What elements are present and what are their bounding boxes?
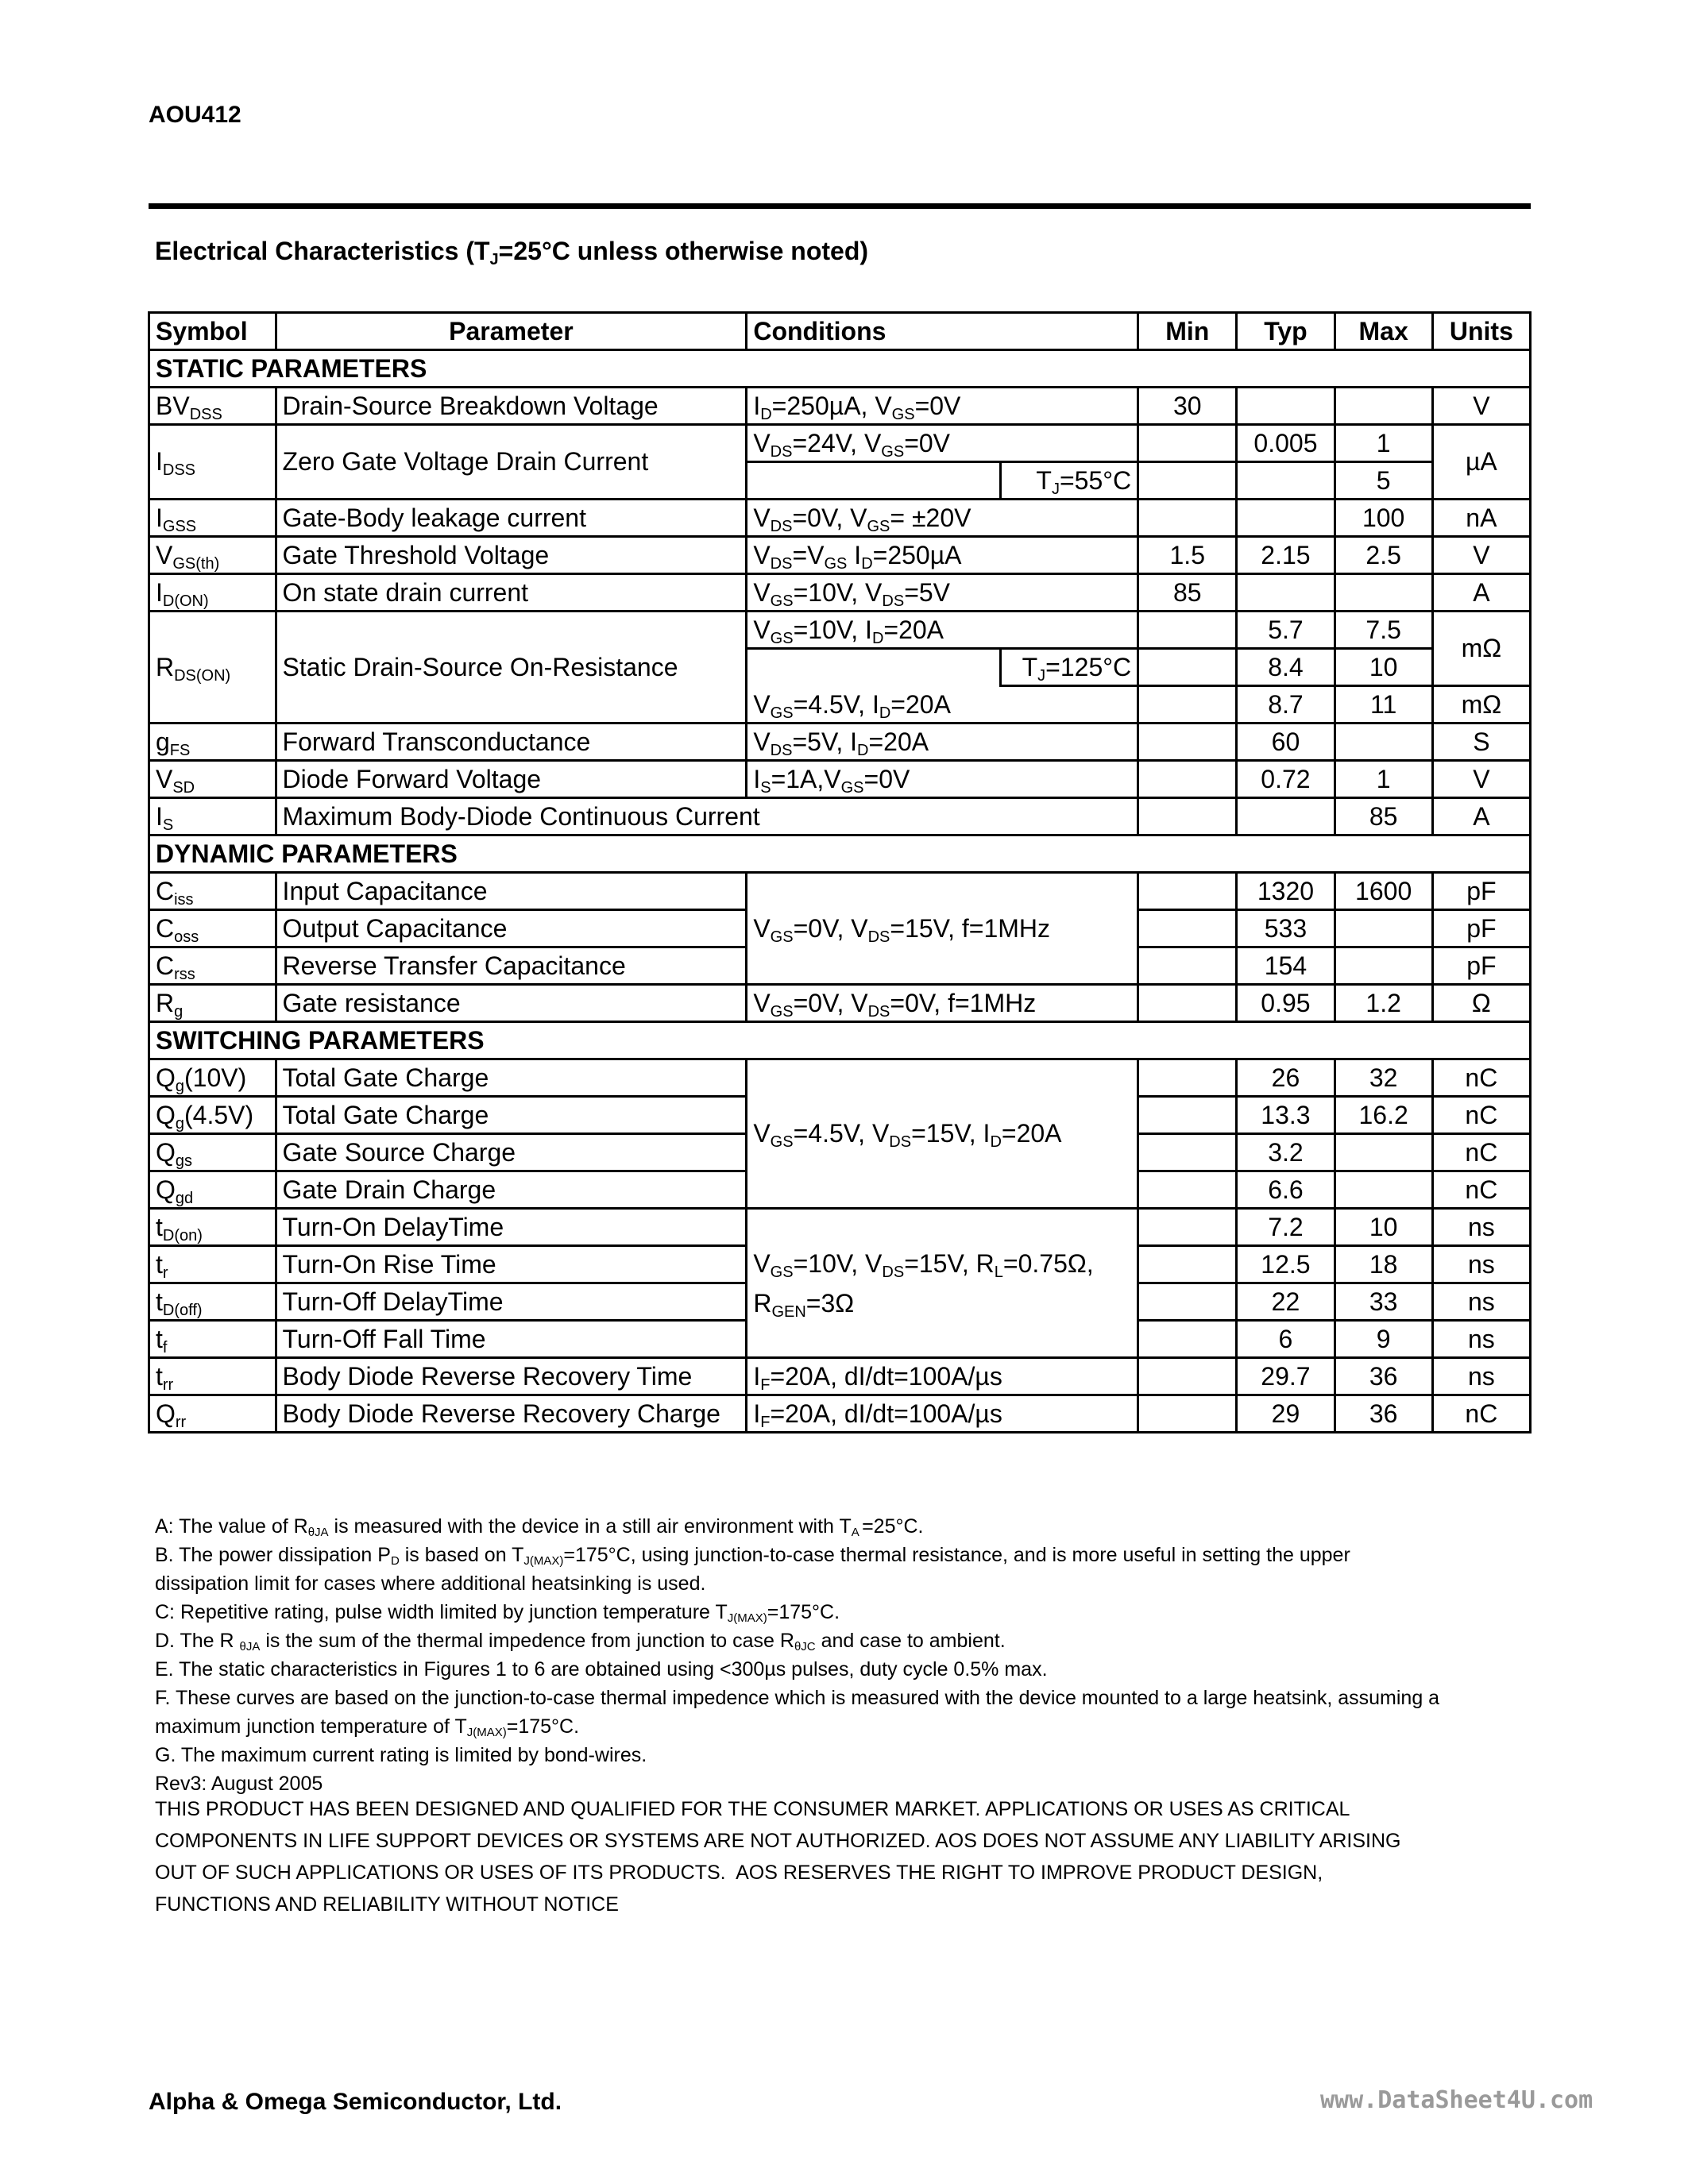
col-units: Units bbox=[1432, 313, 1530, 350]
min-cell bbox=[1138, 947, 1237, 985]
min-cell bbox=[1138, 723, 1237, 761]
units-cell: ns bbox=[1432, 1321, 1530, 1358]
max-cell bbox=[1335, 388, 1432, 425]
typ-cell: 12.5 bbox=[1237, 1246, 1335, 1283]
col-max: Max bbox=[1335, 313, 1432, 350]
min-cell bbox=[1138, 1209, 1237, 1246]
parameter-cell: Output Capacitance bbox=[276, 910, 747, 947]
typ-cell: 1320 bbox=[1237, 873, 1335, 910]
watermark: www.DataSheet4U.com bbox=[1320, 2086, 1593, 2114]
parameter-cell: Total Gate Charge bbox=[276, 1059, 747, 1097]
units-cell: nC bbox=[1432, 1395, 1530, 1433]
max-cell: 18 bbox=[1335, 1246, 1432, 1283]
max-cell: 9 bbox=[1335, 1321, 1432, 1358]
max-cell bbox=[1335, 723, 1432, 761]
typ-cell: 26 bbox=[1237, 1059, 1335, 1097]
condition-cell: $V_{GS}=0V$, $V_{DS}=15V$, f=1MHz bbox=[747, 873, 1138, 985]
units-cell: µA bbox=[1432, 425, 1530, 500]
max-cell bbox=[1335, 947, 1432, 985]
symbol-cell: $I_{DSS}$ bbox=[149, 425, 276, 500]
max-cell: 85 bbox=[1335, 798, 1432, 835]
col-typ: Typ bbox=[1237, 313, 1335, 350]
typ-cell: 0.95 bbox=[1237, 985, 1335, 1022]
typ-cell: 6 bbox=[1237, 1321, 1335, 1358]
symbol-cell: $C_{iss}$ bbox=[149, 873, 276, 910]
condition-cell: $V_{GS}=10V$, $V_{DS}=15V$, $R_L=0.75\Omega$, $R_{GEN}=3\Omega$ bbox=[747, 1209, 1138, 1358]
parameter-cell: Drain-Source Breakdown Voltage bbox=[276, 388, 747, 425]
condition-cell: $V_{DS}=24V$, $V_{GS}=0V$ bbox=[747, 425, 1138, 462]
parameter-cell: On state drain current bbox=[276, 574, 747, 612]
condition-cell: $V_{DS}=0V$, $V_{GS}= \pm 20V$ bbox=[747, 500, 1138, 537]
parameter-cell: Gate Source Charge bbox=[276, 1134, 747, 1171]
parameter-cell: Turn-On Rise Time bbox=[276, 1246, 747, 1283]
condition-cell: $V_{GS}=4.5V$, $I_D=20A$ bbox=[747, 686, 1138, 723]
condition-cell: $V_{GS}=4.5V$, $V_{DS}=15V$, $I_D=20A$ bbox=[747, 1059, 1138, 1209]
typ-cell: 3.2 bbox=[1237, 1134, 1335, 1171]
typ-cell: 6.6 bbox=[1237, 1171, 1335, 1209]
units-cell: pF bbox=[1432, 947, 1530, 985]
units-cell: nC bbox=[1432, 1097, 1530, 1134]
typ-cell: 7.2 bbox=[1237, 1209, 1335, 1246]
table-row bbox=[149, 1209, 1531, 1246]
table-row bbox=[149, 574, 1531, 612]
header-rule bbox=[149, 203, 1531, 209]
min-cell bbox=[1138, 612, 1237, 649]
parameter-cell: Maximum Body-Diode Continuous Current bbox=[276, 798, 1138, 835]
revision: Rev3: August 2005 bbox=[155, 1773, 323, 1795]
symbol-cell: $C_{rss}$ bbox=[149, 947, 276, 985]
min-cell bbox=[1138, 1321, 1237, 1358]
typ-cell bbox=[1237, 462, 1335, 500]
min-cell bbox=[1138, 1395, 1237, 1433]
note-b: B. The power dissipation $P_D$ is based on $T_{J(MAX)}=175^\circ C$, using junction-to-case thermal resistance, and is more useful in setting the upper bbox=[155, 1544, 1350, 1568]
parameter-cell: Gate-Body leakage current bbox=[276, 500, 747, 537]
max-cell: 10 bbox=[1335, 1209, 1432, 1246]
note-c: C: Repetitive rating, pulse width limited by junction temperature $T_{J(MAX)}=175^\circ C$. bbox=[155, 1601, 840, 1625]
symbol-cell: $R_g$ bbox=[149, 985, 276, 1022]
max-cell: 100 bbox=[1335, 500, 1432, 537]
condition-cell: $V_{GS}=0V$, $V_{DS}=0V$, f=1MHz bbox=[747, 985, 1138, 1022]
units-cell: V bbox=[1432, 537, 1530, 574]
symbol-cell: $R_{DS(ON)}$ bbox=[149, 612, 276, 723]
max-cell: 10 bbox=[1335, 649, 1432, 686]
note-g: G. The maximum current rating is limited by bond-wires. bbox=[155, 1744, 647, 1766]
col-min: Min bbox=[1138, 313, 1237, 350]
typ-cell: 29.7 bbox=[1237, 1358, 1335, 1395]
disclaimer-line: FUNCTIONS AND RELIABILITY WITHOUT NOTICE bbox=[155, 1893, 619, 1916]
units-cell: ns bbox=[1432, 1246, 1530, 1283]
tj-condition-cell: $T_J=125^\circ C$ bbox=[1001, 649, 1138, 686]
typ-cell: 154 bbox=[1237, 947, 1335, 985]
col-symbol: Symbol bbox=[149, 313, 276, 350]
parameter-cell: Gate Drain Charge bbox=[276, 1171, 747, 1209]
max-cell: 1 bbox=[1335, 761, 1432, 798]
condition-cell: $V_{DS}=5V$, $I_D=20A$ bbox=[747, 723, 1138, 761]
table-row bbox=[149, 425, 1531, 462]
condition-cell: $I_F=20A$, dI/dt=100A/µs bbox=[747, 1358, 1138, 1395]
section-title: Electrical Characteristics ($T_J=25^\circ C$ unless otherwise noted) bbox=[155, 237, 869, 268]
note-a: A: The value of $R_{\theta JA}$ is measured with the device in a still air environment with $T_A =25^\circ C$. bbox=[155, 1515, 924, 1539]
min-cell bbox=[1138, 649, 1237, 686]
parameter-cell: Zero Gate Voltage Drain Current bbox=[276, 425, 747, 500]
section-row bbox=[149, 1022, 1531, 1059]
parameter-cell: Body Diode Reverse Recovery Charge bbox=[276, 1395, 747, 1433]
section-dynamic: DYNAMIC PARAMETERS bbox=[149, 835, 1531, 873]
section-row bbox=[149, 350, 1531, 388]
min-cell bbox=[1138, 1171, 1237, 1209]
units-cell: V bbox=[1432, 761, 1530, 798]
parameter-cell: Total Gate Charge bbox=[276, 1097, 747, 1134]
table-row bbox=[149, 537, 1531, 574]
section-row bbox=[149, 835, 1531, 873]
disclaimer-line: OUT OF SUCH APPLICATIONS OR USES OF ITS PRODUCTS. AOS RESERVES THE RIGHT TO IMPROVE PRODUCT DESIGN, bbox=[155, 1862, 1323, 1884]
parameter-cell: Body Diode Reverse Recovery Time bbox=[276, 1358, 747, 1395]
max-cell: 5 bbox=[1335, 462, 1432, 500]
symbol-cell: $t_{D(off)}$ bbox=[149, 1283, 276, 1321]
typ-cell bbox=[1237, 388, 1335, 425]
typ-cell: 60 bbox=[1237, 723, 1335, 761]
table-row bbox=[149, 873, 1531, 910]
table-row bbox=[149, 985, 1531, 1022]
symbol-cell: $t_{D(on)}$ bbox=[149, 1209, 276, 1246]
note-e: E. The static characteristics in Figures 1 to 6 are obtained using <300µs pulses, duty cycle 0.5% max. bbox=[155, 1658, 1048, 1680]
units-cell: nC bbox=[1432, 1059, 1530, 1097]
condition-blank-cell bbox=[747, 462, 1001, 500]
min-cell bbox=[1138, 462, 1237, 500]
note-f-continued: maximum junction temperature of $T_{J(MAX)}=175^\circ C$. bbox=[155, 1715, 580, 1739]
min-cell bbox=[1138, 1283, 1237, 1321]
symbol-cell: $g_{FS}$ bbox=[149, 723, 276, 761]
typ-cell: 29 bbox=[1237, 1395, 1335, 1433]
condition-cell: $V_{DS}=V_{GS}$ $I_D=250\mu A$ bbox=[747, 537, 1138, 574]
units-cell: ns bbox=[1432, 1209, 1530, 1246]
symbol-cell: $BV_{DSS}$ bbox=[149, 388, 276, 425]
table-row bbox=[149, 1395, 1531, 1433]
min-cell: 30 bbox=[1138, 388, 1237, 425]
units-cell: ns bbox=[1432, 1358, 1530, 1395]
parameter-cell: Gate Threshold Voltage bbox=[276, 537, 747, 574]
units-cell: pF bbox=[1432, 910, 1530, 947]
min-cell bbox=[1138, 686, 1237, 723]
parameter-cell: Gate resistance bbox=[276, 985, 747, 1022]
note-f: F. These curves are based on the junction-to-case thermal impedence which is measured with the device mounted to a large heatsink, assuming a bbox=[155, 1687, 1440, 1709]
symbol-cell: $C_{oss}$ bbox=[149, 910, 276, 947]
symbol-cell: $I_{D(ON)}$ bbox=[149, 574, 276, 612]
company-name: Alpha & Omega Semiconductor, Ltd. bbox=[149, 2089, 562, 2115]
table-row bbox=[149, 1358, 1531, 1395]
typ-cell bbox=[1237, 798, 1335, 835]
max-cell: 32 bbox=[1335, 1059, 1432, 1097]
units-cell: S bbox=[1432, 723, 1530, 761]
table-row bbox=[149, 761, 1531, 798]
table-row bbox=[149, 723, 1531, 761]
typ-cell: 2.15 bbox=[1237, 537, 1335, 574]
table-row bbox=[149, 612, 1531, 649]
typ-cell: 22 bbox=[1237, 1283, 1335, 1321]
typ-cell: 533 bbox=[1237, 910, 1335, 947]
max-cell bbox=[1335, 1134, 1432, 1171]
max-cell: 36 bbox=[1335, 1358, 1432, 1395]
units-cell: Ω bbox=[1432, 985, 1530, 1022]
parameter-cell: Turn-Off DelayTime bbox=[276, 1283, 747, 1321]
typ-cell bbox=[1237, 574, 1335, 612]
units-cell: nC bbox=[1432, 1171, 1530, 1209]
units-cell: ns bbox=[1432, 1283, 1530, 1321]
units-cell: nA bbox=[1432, 500, 1530, 537]
parameter-cell: Forward Transconductance bbox=[276, 723, 747, 761]
typ-cell: 8.7 bbox=[1237, 686, 1335, 723]
parameter-cell: Input Capacitance bbox=[276, 873, 747, 910]
disclaimer bbox=[155, 1793, 1537, 1920]
min-cell bbox=[1138, 873, 1237, 910]
symbol-cell: $V_{GS(th)}$ bbox=[149, 537, 276, 574]
note-b-continued: dissipation limit for cases where additional heatsinking is used. bbox=[155, 1572, 706, 1595]
typ-cell bbox=[1237, 500, 1335, 537]
disclaimer-line: THIS PRODUCT HAS BEEN DESIGNED AND QUALIFIED FOR THE CONSUMER MARKET. APPLICATIONS OR USES AS CRITICAL bbox=[155, 1798, 1350, 1820]
min-cell bbox=[1138, 798, 1237, 835]
condition-cell: $I_D=250\mu A$, $V_{GS}=0V$ bbox=[747, 388, 1138, 425]
table-row bbox=[149, 500, 1531, 537]
parameter-cell: Static Drain-Source On-Resistance bbox=[276, 612, 747, 723]
tj-condition-cell: $T_J=55^\circ C$ bbox=[1001, 462, 1138, 500]
max-cell: 36 bbox=[1335, 1395, 1432, 1433]
min-cell bbox=[1138, 425, 1237, 462]
units-cell: A bbox=[1432, 574, 1530, 612]
typ-cell: 5.7 bbox=[1237, 612, 1335, 649]
symbol-cell: $t_{rr}$ bbox=[149, 1358, 276, 1395]
typ-cell: 0.72 bbox=[1237, 761, 1335, 798]
min-cell bbox=[1138, 985, 1237, 1022]
max-cell: 16.2 bbox=[1335, 1097, 1432, 1134]
condition-cell: $I_S=1A,V_{GS}=0V$ bbox=[747, 761, 1138, 798]
min-cell bbox=[1138, 1358, 1237, 1395]
disclaimer-line: COMPONENTS IN LIFE SUPPORT DEVICES OR SYSTEMS ARE NOT AUTHORIZED. AOS DOES NOT ASSUME ANY LIABILITY ARISING bbox=[155, 1830, 1401, 1852]
symbol-cell: $Q_{gs}$ bbox=[149, 1134, 276, 1171]
max-cell: 33 bbox=[1335, 1283, 1432, 1321]
parameter-cell: Turn-On DelayTime bbox=[276, 1209, 747, 1246]
min-cell: 85 bbox=[1138, 574, 1237, 612]
symbol-cell: $Q_g(4.5V)$ bbox=[149, 1097, 276, 1134]
units-cell: A bbox=[1432, 798, 1530, 835]
table-row bbox=[149, 798, 1531, 835]
units-cell: nC bbox=[1432, 1134, 1530, 1171]
min-cell bbox=[1138, 1134, 1237, 1171]
max-cell: 1.2 bbox=[1335, 985, 1432, 1022]
units-cell: V bbox=[1432, 388, 1530, 425]
table-row bbox=[149, 1059, 1531, 1097]
max-cell bbox=[1335, 1171, 1432, 1209]
units-cell: mΩ bbox=[1432, 612, 1530, 686]
symbol-cell: $t_f$ bbox=[149, 1321, 276, 1358]
typ-cell: 8.4 bbox=[1237, 649, 1335, 686]
table-row bbox=[149, 388, 1531, 425]
units-cell: pF bbox=[1432, 873, 1530, 910]
min-cell bbox=[1138, 1097, 1237, 1134]
units-cell: mΩ bbox=[1432, 686, 1530, 723]
max-cell: 1 bbox=[1335, 425, 1432, 462]
section-static: STATIC PARAMETERS bbox=[149, 350, 1531, 388]
section-switching: SWITCHING PARAMETERS bbox=[149, 1022, 1531, 1059]
col-parameter: Parameter bbox=[276, 313, 747, 350]
min-cell bbox=[1138, 1246, 1237, 1283]
symbol-cell: $t_r$ bbox=[149, 1246, 276, 1283]
min-cell bbox=[1138, 910, 1237, 947]
max-cell: 7.5 bbox=[1335, 612, 1432, 649]
max-cell: 1600 bbox=[1335, 873, 1432, 910]
parameter-cell: Turn-Off Fall Time bbox=[276, 1321, 747, 1358]
symbol-cell: $Q_{gd}$ bbox=[149, 1171, 276, 1209]
min-cell bbox=[1138, 1059, 1237, 1097]
typ-cell: 0.005 bbox=[1237, 425, 1335, 462]
max-cell: 2.5 bbox=[1335, 537, 1432, 574]
symbol-cell: $V_{SD}$ bbox=[149, 761, 276, 798]
symbol-cell: $Q_{rr}$ bbox=[149, 1395, 276, 1433]
symbol-cell: $Q_g(10V)$ bbox=[149, 1059, 276, 1097]
parameter-cell: Diode Forward Voltage bbox=[276, 761, 747, 798]
max-cell bbox=[1335, 574, 1432, 612]
table-header-row bbox=[149, 313, 1531, 350]
col-conditions: Conditions bbox=[747, 313, 1138, 350]
min-cell bbox=[1138, 500, 1237, 537]
max-cell bbox=[1335, 910, 1432, 947]
condition-cell: $V_{GS}=10V$, $I_D=20A$ bbox=[747, 612, 1138, 649]
note-d: D. The R $_{\theta JA}$ is the sum of the thermal impedence from junction to case $R_{\theta JC}$ and case to ambient. bbox=[155, 1630, 1006, 1653]
part-number: AOU412 bbox=[149, 102, 241, 128]
symbol-cell: $I_S$ bbox=[149, 798, 276, 835]
electrical-characteristics-table bbox=[148, 311, 1532, 1433]
symbol-cell: $I_{GSS}$ bbox=[149, 500, 276, 537]
typ-cell: 13.3 bbox=[1237, 1097, 1335, 1134]
min-cell: 1.5 bbox=[1138, 537, 1237, 574]
max-cell: 11 bbox=[1335, 686, 1432, 723]
parameter-cell: Reverse Transfer Capacitance bbox=[276, 947, 747, 985]
condition-cell: $V_{GS}=10V$, $V_{DS}=5V$ bbox=[747, 574, 1138, 612]
condition-cell: $I_F=20A$, dI/dt=100A/µs bbox=[747, 1395, 1138, 1433]
footnotes bbox=[155, 1512, 1537, 1798]
condition-blank-cell bbox=[747, 649, 1001, 686]
min-cell bbox=[1138, 761, 1237, 798]
